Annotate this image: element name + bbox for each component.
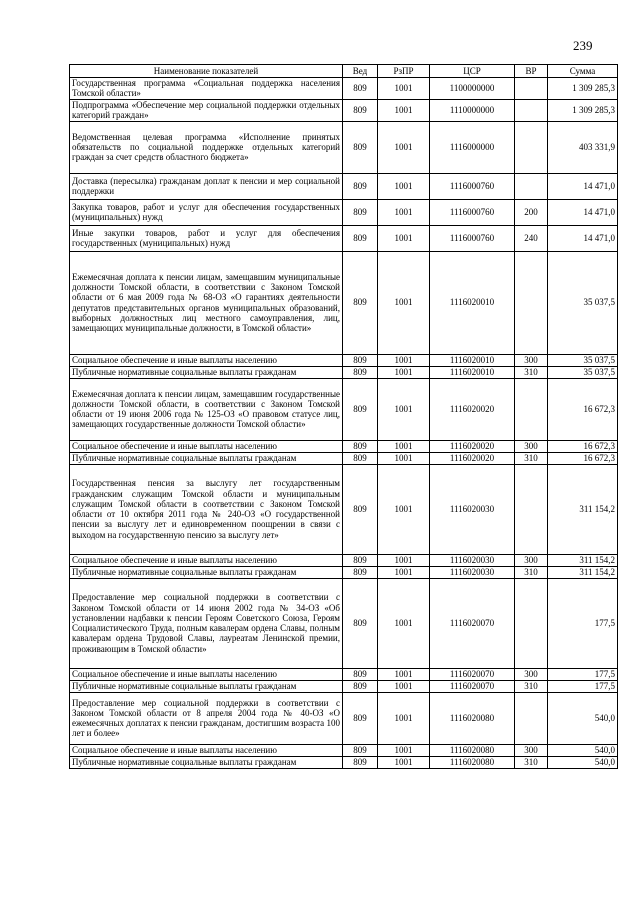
cell-vr [515, 378, 548, 440]
cell-sum: 35 037,5 [548, 366, 618, 378]
cell-rzpr: 1001 [378, 756, 430, 768]
cell-csr: 1100000000 [430, 78, 515, 100]
header-csr: ЦСР [430, 65, 515, 78]
cell-vr: 240 [515, 225, 548, 251]
cell-csr: 1116020010 [430, 251, 515, 354]
cell-name: Публичные нормативные социальные выплаты гражданам [70, 756, 343, 768]
table-row [70, 354, 618, 366]
table-row [70, 464, 618, 554]
cell-vr: 300 [515, 668, 548, 680]
cell-rzpr: 1001 [378, 554, 430, 566]
header-rzpr: РзПР [378, 65, 430, 78]
header-vr: ВР [515, 65, 548, 78]
table-row [70, 680, 618, 692]
cell-ved: 809 [343, 440, 378, 452]
cell-vr: 310 [515, 680, 548, 692]
cell-name: Публичные нормативные социальные выплаты гражданам [70, 366, 343, 378]
cell-csr: 1116020080 [430, 744, 515, 756]
table-row [70, 173, 618, 199]
cell-sum: 35 037,5 [548, 251, 618, 354]
cell-ved: 809 [343, 464, 378, 554]
cell-sum: 311 154,2 [548, 554, 618, 566]
table-row [70, 199, 618, 225]
cell-vr [515, 464, 548, 554]
cell-sum: 16 672,3 [548, 440, 618, 452]
table-row [70, 756, 618, 768]
header-name: Наименование показателей [70, 65, 343, 78]
cell-name: Доставка (пересылка) гражданам доплат к пенсии и мер социальной поддержки [70, 173, 343, 199]
table-row [70, 78, 618, 100]
cell-name: Социальное обеспечение и иные выплаты населению [70, 554, 343, 566]
cell-name: Предоставление мер социальной поддержки в соответствии с Законом Томской области от 8 апреля 2004 года № 40-ОЗ «О ежемесячных доплатах к пенсии гражданам, достигшим возраста 100 лет и более» [70, 692, 343, 744]
cell-sum: 311 154,2 [548, 566, 618, 578]
cell-vr [515, 78, 548, 100]
cell-name: Социальное обеспечение и иные выплаты населению [70, 440, 343, 452]
table-row [70, 554, 618, 566]
cell-sum: 177,5 [548, 668, 618, 680]
cell-rzpr: 1001 [378, 173, 430, 199]
cell-rzpr: 1001 [378, 566, 430, 578]
table-row [70, 99, 618, 121]
cell-ved: 809 [343, 452, 378, 464]
cell-ved: 809 [343, 78, 378, 100]
cell-vr: 300 [515, 440, 548, 452]
cell-name: Государственная пенсия за выслугу лет государственным гражданским служащим Томской области и муниципальным служащим Томской области в соответствии с Законом Томской области от 10 октября 2011 года № 240-ОЗ «О государственной пенсии за выслугу лет и единовременном поощрении в связи с выходом на государственную пенсию за выслугу лет» [70, 464, 343, 554]
cell-vr: 300 [515, 554, 548, 566]
cell-csr: 1116020010 [430, 354, 515, 366]
cell-sum: 35 037,5 [548, 354, 618, 366]
cell-sum: 403 331,9 [548, 121, 618, 173]
budget-table [69, 64, 618, 769]
table-row [70, 692, 618, 744]
cell-name: Публичные нормативные социальные выплаты гражданам [70, 566, 343, 578]
cell-sum: 14 471,0 [548, 199, 618, 225]
table-row [70, 378, 618, 440]
cell-vr: 310 [515, 452, 548, 464]
cell-rzpr: 1001 [378, 578, 430, 668]
cell-ved: 809 [343, 680, 378, 692]
cell-sum: 540,0 [548, 744, 618, 756]
cell-name: Государственная программа «Социальная поддержка населения Томской области» [70, 78, 343, 100]
cell-sum: 1 309 285,3 [548, 99, 618, 121]
cell-ved: 809 [343, 668, 378, 680]
cell-name: Социальное обеспечение и иные выплаты населению [70, 354, 343, 366]
cell-name: Подпрограмма «Обеспечение мер социальной поддержки отдельных категорий граждан» [70, 99, 343, 121]
cell-csr: 1116020070 [430, 578, 515, 668]
cell-csr: 1116000760 [430, 173, 515, 199]
cell-csr: 1116020070 [430, 680, 515, 692]
cell-vr: 310 [515, 756, 548, 768]
cell-csr: 1116020020 [430, 378, 515, 440]
table-row [70, 121, 618, 173]
cell-vr: 300 [515, 744, 548, 756]
header-sum: Сумма [548, 65, 618, 78]
cell-rzpr: 1001 [378, 378, 430, 440]
cell-rzpr: 1001 [378, 121, 430, 173]
cell-csr: 1116020080 [430, 692, 515, 744]
cell-csr: 1110000000 [430, 99, 515, 121]
cell-name: Публичные нормативные социальные выплаты гражданам [70, 452, 343, 464]
cell-ved: 809 [343, 366, 378, 378]
cell-rzpr: 1001 [378, 78, 430, 100]
page-number: 239 [573, 38, 593, 53]
cell-name: Предоставление мер социальной поддержки в соответствии с Законом Томской области от 14 июня 2002 года № 34-ОЗ «Об установлении надбавки к пенсии Героям Советского Союза, Героям Социалистического Труда, полным кавалерам ордена Славы, полным кавалерам ордена Трудовой Славы, лауреатам Ленинской премии, проживающим в Томской области» [70, 578, 343, 668]
cell-vr: 310 [515, 366, 548, 378]
cell-csr: 1116020020 [430, 452, 515, 464]
cell-csr: 1116020070 [430, 668, 515, 680]
cell-rzpr: 1001 [378, 452, 430, 464]
cell-name: Ежемесячная доплата к пенсии лицам, замещавшим муниципальные должности Томской области, в соответствии с Законом Томской области от 6 мая 2009 года № 68-ОЗ «О гарантиях деятельности депутатов представительных органов муниципальных образований, выборных должностных лиц местного самоуправления, лиц, замещающих муниципальные должности, в Томской области» [70, 251, 343, 354]
cell-rzpr: 1001 [378, 225, 430, 251]
table-row [70, 251, 618, 354]
cell-ved: 809 [343, 578, 378, 668]
cell-vr: 310 [515, 566, 548, 578]
cell-ved: 809 [343, 554, 378, 566]
cell-rzpr: 1001 [378, 464, 430, 554]
cell-vr: 200 [515, 199, 548, 225]
cell-csr: 1116020080 [430, 756, 515, 768]
cell-vr [515, 578, 548, 668]
cell-sum: 14 471,0 [548, 225, 618, 251]
table-row [70, 366, 618, 378]
cell-csr: 1116020030 [430, 566, 515, 578]
cell-name: Ведомственная целевая программа «Исполнение принятых обязательств по социальной поддержке отдельных категорий граждан за счет средств областного бюджета» [70, 121, 343, 173]
cell-rzpr: 1001 [378, 680, 430, 692]
table-row [70, 440, 618, 452]
cell-sum: 1 309 285,3 [548, 78, 618, 100]
cell-ved: 809 [343, 251, 378, 354]
cell-rzpr: 1001 [378, 440, 430, 452]
cell-rzpr: 1001 [378, 692, 430, 744]
cell-vr [515, 173, 548, 199]
cell-rzpr: 1001 [378, 199, 430, 225]
cell-ved: 809 [343, 173, 378, 199]
table-row [70, 452, 618, 464]
cell-name: Закупка товаров, работ и услуг для обеспечения государственных (муниципальных) нужд [70, 199, 343, 225]
cell-vr [515, 121, 548, 173]
cell-csr: 1116020030 [430, 554, 515, 566]
cell-ved: 809 [343, 744, 378, 756]
table-row [70, 578, 618, 668]
table-row [70, 744, 618, 756]
cell-ved: 809 [343, 225, 378, 251]
table-body [70, 78, 618, 769]
cell-rzpr: 1001 [378, 668, 430, 680]
cell-rzpr: 1001 [378, 744, 430, 756]
cell-name: Социальное обеспечение и иные выплаты населению [70, 744, 343, 756]
cell-csr: 1116000760 [430, 199, 515, 225]
cell-sum: 540,0 [548, 692, 618, 744]
cell-ved: 809 [343, 354, 378, 366]
cell-csr: 1116020030 [430, 464, 515, 554]
cell-sum: 14 471,0 [548, 173, 618, 199]
cell-ved: 809 [343, 121, 378, 173]
cell-csr: 1116020020 [430, 440, 515, 452]
cell-ved: 809 [343, 692, 378, 744]
cell-ved: 809 [343, 756, 378, 768]
cell-sum: 16 672,3 [548, 378, 618, 440]
cell-vr [515, 99, 548, 121]
cell-ved: 809 [343, 566, 378, 578]
cell-vr [515, 251, 548, 354]
cell-sum: 540,0 [548, 756, 618, 768]
cell-sum: 311 154,2 [548, 464, 618, 554]
cell-sum: 177,5 [548, 578, 618, 668]
table-row [70, 566, 618, 578]
cell-name: Публичные нормативные социальные выплаты гражданам [70, 680, 343, 692]
cell-csr: 1116000000 [430, 121, 515, 173]
cell-name: Ежемесячная доплата к пенсии лицам, замещавшим государственные должности Томской области, в соответствии с Законом Томской области от 19 июня 2006 года № 125-ОЗ «О правовом статусе лиц, замещающих государственные должности Томской области» [70, 378, 343, 440]
cell-name: Иные закупки товаров, работ и услуг для обеспечения государственных (муниципальных) нужд [70, 225, 343, 251]
cell-rzpr: 1001 [378, 354, 430, 366]
cell-rzpr: 1001 [378, 251, 430, 354]
cell-ved: 809 [343, 99, 378, 121]
cell-sum: 177,5 [548, 680, 618, 692]
table-row [70, 668, 618, 680]
cell-rzpr: 1001 [378, 366, 430, 378]
cell-ved: 809 [343, 378, 378, 440]
cell-rzpr: 1001 [378, 99, 430, 121]
header-ved: Вед [343, 65, 378, 78]
table-row [70, 225, 618, 251]
table-header-row [70, 65, 618, 78]
cell-vr: 300 [515, 354, 548, 366]
cell-csr: 1116000760 [430, 225, 515, 251]
cell-sum: 16 672,3 [548, 452, 618, 464]
cell-csr: 1116020010 [430, 366, 515, 378]
cell-ved: 809 [343, 199, 378, 225]
cell-vr [515, 692, 548, 744]
cell-name: Социальное обеспечение и иные выплаты населению [70, 668, 343, 680]
